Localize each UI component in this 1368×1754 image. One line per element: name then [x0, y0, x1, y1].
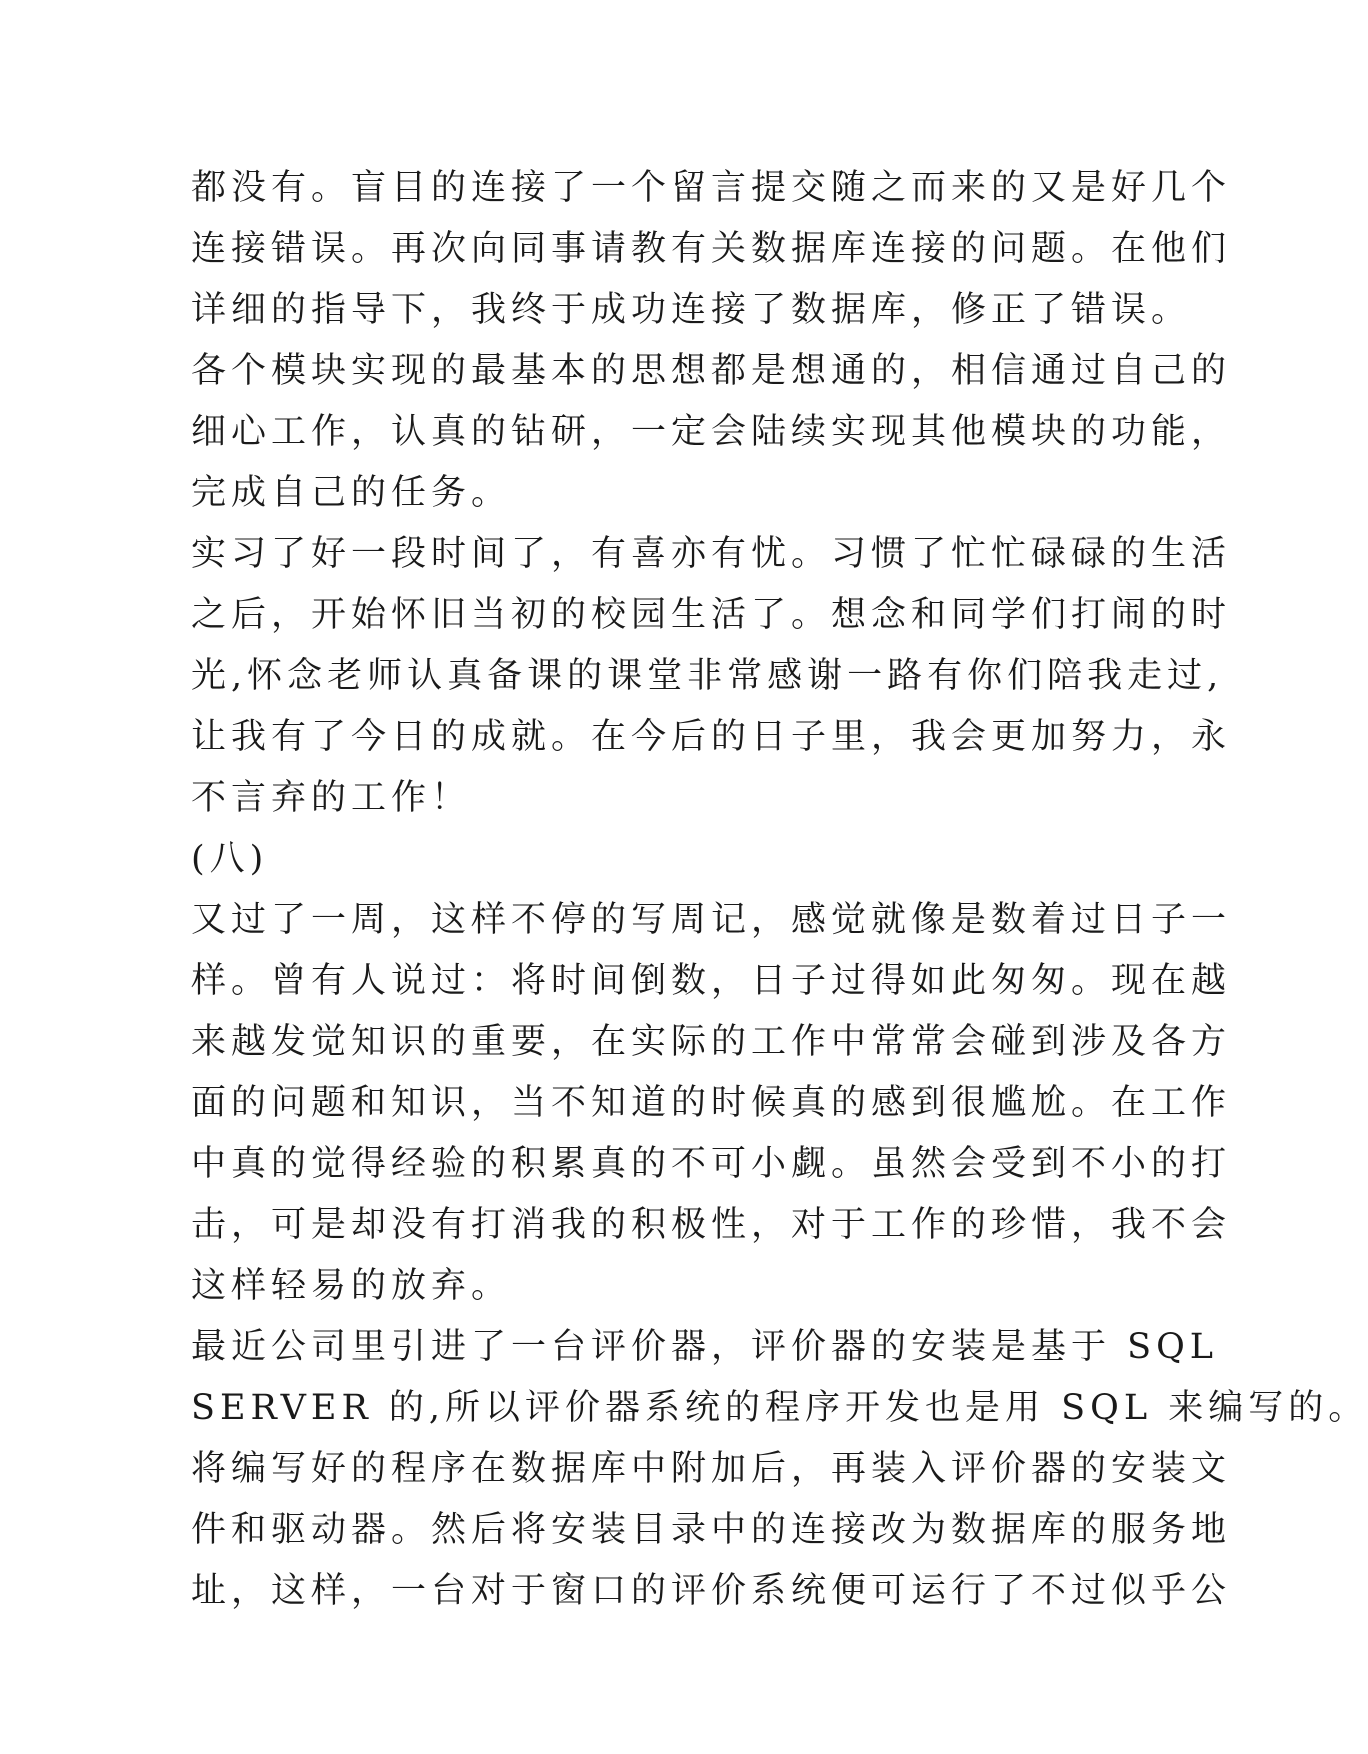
section-heading: (八)	[191, 839, 269, 879]
text-line: 细心工作，认真的钻研，一定会陆续实现其他模块的功能，	[191, 412, 1232, 452]
text-line: 不言弃的工作！	[191, 778, 472, 818]
text-line: 将编写好的程序在数据库中附加后，再装入评价器的安装文	[191, 1449, 1232, 1489]
text-line: 中真的觉得经验的积累真的不可小觑。虽然会受到不小的打	[191, 1144, 1232, 1184]
text-line: 来越发觉知识的重要，在实际的工作中常常会碰到涉及各方	[191, 1022, 1232, 1062]
text-line: 让我有了今日的成就。在今后的日子里，我会更加努力，永	[191, 717, 1232, 757]
text-line: 又过了一周，这样不停的写周记，感觉就像是数着过日子一	[191, 900, 1232, 940]
text-line: 完成自己的任务。	[191, 473, 512, 513]
text-line: 击，可是却没有打消我的积极性，对于工作的珍惜，我不会	[191, 1205, 1232, 1245]
text-line: 详细的指导下，我终于成功连接了数据库，修正了错误。	[191, 290, 1192, 330]
text-line: 样。曾有人说过：将时间倒数，日子过得如此匆匆。现在越	[191, 961, 1232, 1001]
text-line: 面的问题和知识，当不知道的时候真的感到很尴尬。在工作	[191, 1083, 1232, 1123]
text-line: 这样轻易的放弃。	[191, 1266, 512, 1306]
text-line: 光,怀念老师认真备课的课堂非常感谢一路有你们陪我走过,	[191, 656, 1224, 696]
body-text	[191, 158, 1368, 1622]
text-line: 件和驱动器。然后将安装目录中的连接改为数据库的服务地	[191, 1510, 1232, 1550]
text-line: 实习了好一段时间了，有喜亦有忧。习惯了忙忙碌碌的生活	[191, 534, 1232, 574]
text-line: 连接错误。再次向同事请教有关数据库连接的问题。在他们	[191, 229, 1232, 269]
text-line: 址，这样，一台对于窗口的评价系统便可运行了不过似乎公	[191, 1571, 1232, 1611]
text-line: 各个模块实现的最基本的思想都是想通的，相信通过自己的	[191, 351, 1232, 391]
text-line: SERVER 的,所以评价器系统的程序开发也是用 SQL 来编写的。	[191, 1388, 1368, 1428]
text-line: 之后，开始怀旧当初的校园生活了。想念和同学们打闹的时	[191, 595, 1232, 635]
text-line: 都没有。盲目的连接了一个留言提交随之而来的又是好几个	[191, 168, 1232, 208]
text-line: 最近公司里引进了一台评价器，评价器的安装是基于 SQL	[191, 1327, 1219, 1367]
